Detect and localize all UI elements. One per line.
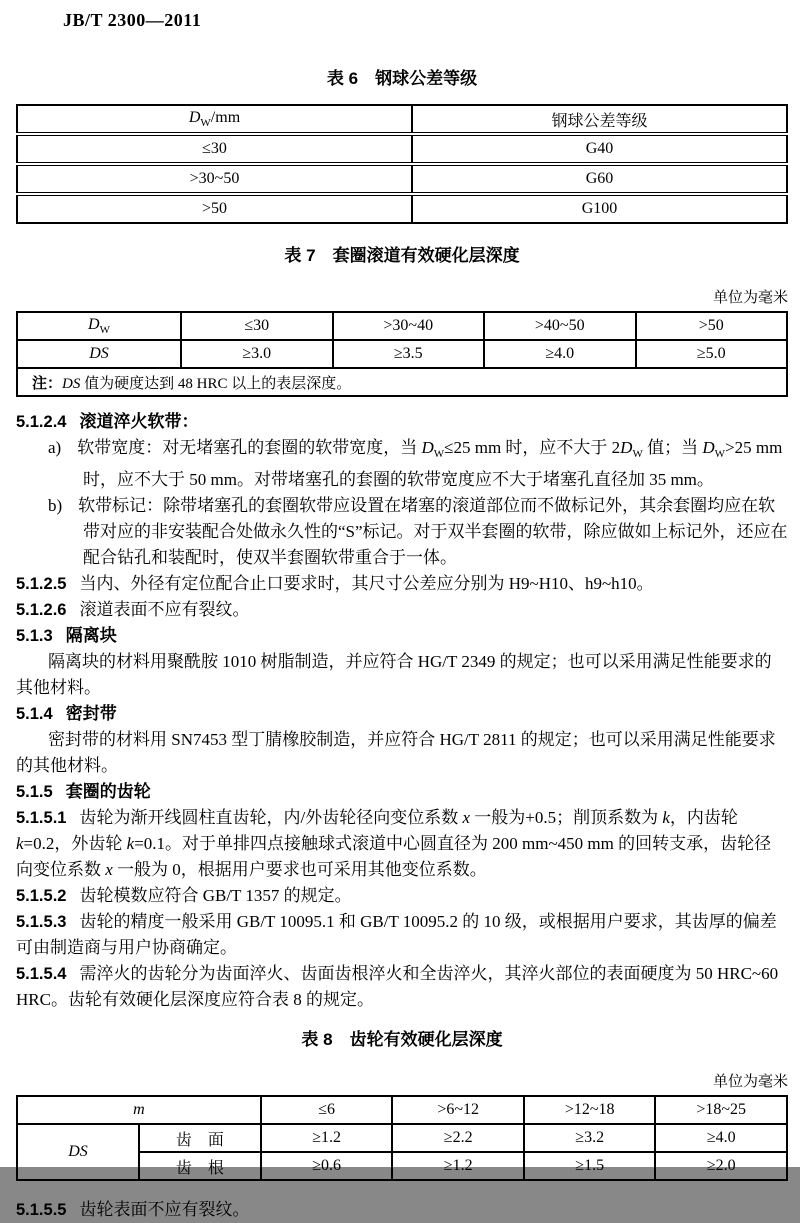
text-segment: 密封带 (65, 704, 117, 723)
table6-row-3 (17, 194, 787, 223)
table7-ds-row (17, 340, 787, 368)
table8-m-label (17, 1096, 261, 1124)
table6-header-dw (17, 105, 412, 134)
text-segment: 隔离块的材料用聚酰胺 1010 树脂制造，并应符合 HG/T 2349 的规定；也可以采用满足性能要求的其他材料。 (16, 652, 772, 697)
text-segment: 需淬火的齿轮分为齿面淬火、齿面齿根淬火和全齿淬火，其淬火部位的表面硬度为 50 HRC~60 HRC。齿轮有效硬化层深度应符合表 8 的规定。 (16, 964, 779, 1009)
table8-face-cell: ≥1.2 (261, 1124, 393, 1152)
section-number: 5.1.2.5 (16, 575, 67, 593)
table6-range-cell: >30~50 (17, 164, 412, 194)
text-segment: 当内、外径有定位配合止口要求时，其尺寸公差应分别为 H9~H10、h9~h10。 (79, 574, 654, 593)
text-segment: D (702, 438, 715, 457)
section-number: 5.1.2.6 (16, 601, 67, 619)
table6-header-row (17, 105, 787, 134)
text-segment: W (714, 448, 726, 460)
table7-depth-cell: ≥3.5 (333, 340, 485, 368)
table6-range-cell: ≤30 (17, 134, 412, 164)
dw-subscript: W (200, 117, 211, 129)
table8-range-cell: >12~18 (524, 1096, 656, 1124)
text-segment: =0.2，外齿轮 (23, 834, 127, 853)
table8-root-cell: ≥1.2 (392, 1152, 524, 1180)
text-segment: 齿轮为渐开线圆柱直齿轮，内/外齿轮径向变位系数 (79, 808, 463, 827)
body-paragraphs (16, 409, 788, 1013)
table6-grade-cell: G40 (412, 134, 787, 164)
paragraph (16, 649, 788, 701)
table7-note (17, 368, 787, 396)
table8-face-row (17, 1124, 787, 1152)
text-segment: 隔离块 (65, 626, 117, 645)
text-segment: >25 mm 时，应不大于 50 mm。对带堵塞孔的套圈的软带宽度应不大于堵塞孔直径加 35 mm。 (83, 438, 783, 489)
table6-row-2 (17, 164, 787, 194)
paragraph (16, 727, 788, 779)
paragraph (16, 1197, 788, 1223)
text-segment: D (421, 438, 434, 457)
table6-caption: 表 6 钢球公差等级 (326, 69, 478, 88)
table8-face-cell: ≥2.2 (392, 1124, 524, 1152)
text-segment: 滚道淬火软带： (79, 412, 199, 431)
table7-range-cell: >50 (636, 312, 788, 340)
section-number: 5.1.2.4 (16, 413, 67, 431)
table7-dw-row (17, 312, 787, 340)
section-number: 5.1.5.5 (16, 1201, 67, 1219)
paragraph (16, 493, 788, 571)
text-segment: =0.1。对于单排四点接触球式滚道中心圆直径为 200 mm~450 mm 的回转支承，齿轮径向变位系数 (16, 834, 772, 879)
section-number: 5.1.5.4 (16, 965, 67, 983)
table7-depth-cell: ≥4.0 (484, 340, 636, 368)
table7-unit-note: 单位为毫米 (712, 290, 788, 306)
table8-root-cell: ≥0.6 (261, 1152, 393, 1180)
section-heading (16, 779, 788, 805)
paragraph (16, 883, 788, 909)
text-segment: ≤25 mm 时，应不大于 2 (444, 438, 621, 457)
table8-unit-note: 单位为毫米 (712, 1074, 788, 1090)
table6-row-1 (17, 134, 787, 164)
table8-range-cell: ≤6 (261, 1096, 393, 1124)
text-segment: 滚道表面不应有裂纹。 (79, 600, 250, 619)
table7-depth-cell: ≥5.0 (636, 340, 788, 368)
section-number: 5.1.5.2 (16, 887, 67, 905)
table6-steel-ball-tolerance (16, 104, 788, 224)
text-segment: 套圈的齿轮 (65, 782, 151, 801)
text-segment: k (16, 834, 24, 853)
table8-root-cell: ≥1.5 (524, 1152, 656, 1180)
dw-subscript: W (99, 324, 110, 336)
table6-header-grade: 钢球公差等级 (412, 105, 787, 134)
table8-face-label: 齿 面 (139, 1124, 261, 1152)
ds-symbol: DS (68, 1143, 88, 1160)
ds-symbol: DS (62, 375, 81, 392)
text-segment: x (462, 808, 470, 827)
standard-code-header: JB/T 2300—2011 (63, 10, 202, 30)
table7-caption: 表 7 套圈滚道有效硬化层深度 (284, 246, 520, 265)
section-heading (16, 409, 788, 435)
paragraph (16, 571, 788, 597)
text-segment: 软带宽度：对无堵塞孔的套圈的软带宽度，当 (77, 438, 422, 457)
text-segment: 齿轮表面不应有裂纹。 (79, 1200, 250, 1219)
section-heading (16, 701, 788, 727)
table8-ds-label (17, 1124, 139, 1180)
table8-root-label: 齿 根 (139, 1152, 261, 1180)
text-segment: k (662, 808, 670, 827)
table8-caption: 表 8 齿轮有效硬化层深度 (301, 1030, 503, 1049)
table6-grade-cell: G60 (412, 164, 787, 194)
section-number: 5.1.5 (16, 783, 53, 801)
paragraph (16, 961, 788, 1013)
table8-root-cell: ≥2.0 (655, 1152, 787, 1180)
text-segment: 齿轮的精度一般采用 GB/T 10095.1 和 GB/T 10095.2 的 10 级，或根据用户要求，其齿厚的偏差可由制造商与用户协商确定。 (16, 912, 777, 957)
table7-ds-label (17, 340, 181, 368)
section-number: 5.1.5.3 (16, 913, 67, 931)
table8-range-cell: >6~12 (392, 1096, 524, 1124)
section-number: 5.1.4 (16, 705, 53, 723)
table7-range-cell: >40~50 (484, 312, 636, 340)
closing-paragraphs (16, 1197, 788, 1223)
table8-range-cell: >18~25 (655, 1096, 787, 1124)
paragraph (16, 805, 788, 883)
dw-symbol: D (88, 316, 100, 333)
ds-symbol: DS (89, 345, 109, 362)
paragraph (16, 435, 788, 493)
table6-range-cell: >50 (17, 194, 412, 223)
section-heading (16, 623, 788, 649)
paragraph (16, 597, 788, 623)
table7-depth-cell: ≥3.0 (181, 340, 333, 368)
table7-note-row (17, 368, 787, 396)
text-segment: ，内齿轮 (669, 808, 738, 827)
table8-face-cell: ≥4.0 (655, 1124, 787, 1152)
text-segment: 一般为+0.5；削顶系数为 (470, 808, 663, 827)
dw-unit-suffix: /mm (210, 109, 241, 126)
note-text: 值为硬度达到 48 HRC 以上的表层深度。 (80, 375, 352, 392)
list-marker: b) (48, 496, 63, 515)
text-segment: W (433, 448, 445, 460)
paragraph (16, 909, 788, 961)
table7-dw-label (17, 312, 181, 340)
text-segment: 软带标记：除带堵塞孔的套圈软带应设置在堵塞的滚道部位而不做标记外，其余套圈均应在软带对应的非安装配合处做永久性的“S”标记。对于双半套圈的软带，除应做如上标记外，还应在配合钻孔和装配时，使双半套圈软带重合于一体。 (78, 496, 788, 567)
section-number: 5.1.3 (16, 627, 53, 645)
dw-symbol: D (188, 109, 201, 126)
text-segment: 齿轮模数应符合 GB/T 1357 的规定。 (79, 886, 352, 905)
table8-gear-hardened-depth (16, 1095, 788, 1181)
table8-face-cell: ≥3.2 (524, 1124, 656, 1152)
section-number: 5.1.5.1 (16, 809, 67, 827)
table8-header-row (17, 1096, 787, 1124)
list-marker: a) (48, 438, 62, 457)
note-label: 注： (32, 374, 63, 392)
text-segment: D (620, 438, 633, 457)
table7-range-cell: >30~40 (333, 312, 485, 340)
text-segment: 值；当 (642, 438, 703, 457)
table6-grade-cell: G100 (412, 194, 787, 223)
text-segment: k (126, 834, 135, 853)
text-segment: x (105, 860, 113, 879)
text-segment: 一般为 0，根据用户要求也可采用其他变位系数。 (112, 860, 487, 879)
table7-range-cell: ≤30 (181, 312, 333, 340)
table7-raceway-hardened-depth (16, 311, 788, 397)
text-segment: W (632, 448, 643, 460)
m-symbol: m (133, 1101, 145, 1118)
text-segment: 密封带的材料用 SN7453 型丁腈橡胶制造，并应符合 HG/T 2811 的规定；也可以采用满足性能要求的其他材料。 (16, 730, 776, 775)
